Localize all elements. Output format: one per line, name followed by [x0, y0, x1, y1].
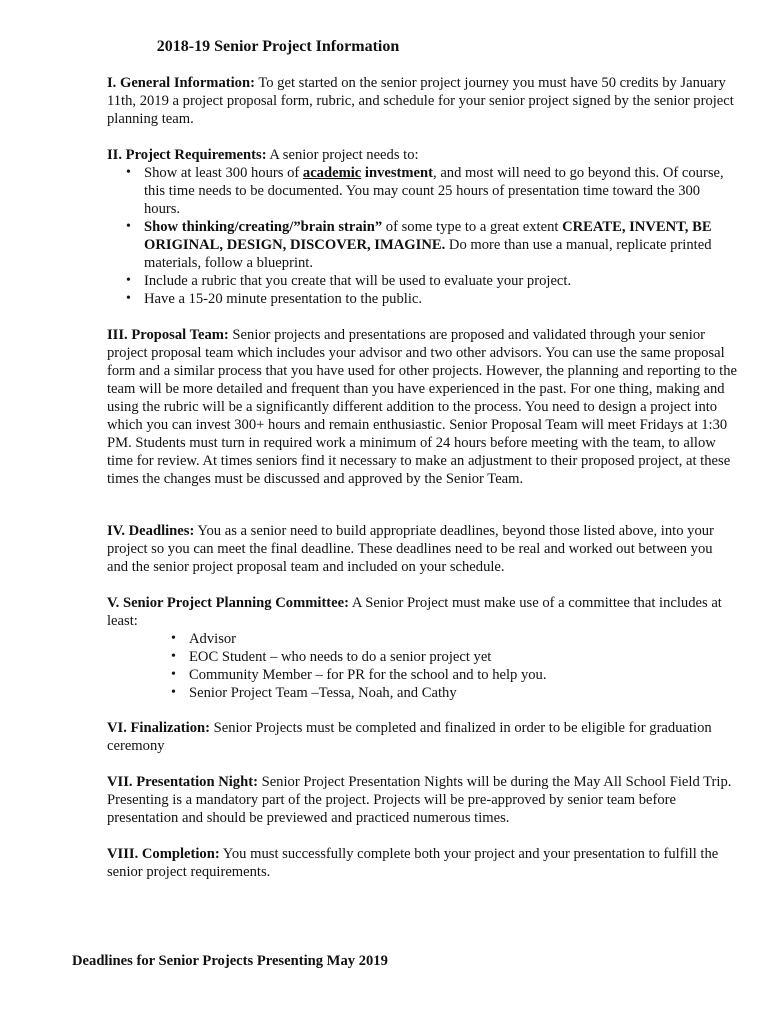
section-text: Senior projects and presentations are proposed and validated through your senior project proposal team which includes your advisor and two other advisors. You can use the same proposal form and a similar process that you have used for other projects. However, the planning and reporting to the team will be more detailed and frequent than you have experienced in the past. For one thing, making and using the rubric will be a significantly different addition to the process. You need to design a project into which you can invest 300+ hours and remain enthusiastic. Senior Proposal Team will meet Fridays at 1:30 PM. Students must turn in required work a minimum of 24 hours before meeting with the team, to allow time for review. At times seniors find it necessary to make an adjustment to their proposed project, at these times the changes must be discussed and approved by the Senior Team. [107, 327, 738, 487]
section-presentation [107, 773, 737, 827]
section-committee [107, 594, 737, 702]
section-proposal [107, 326, 737, 488]
section-general [107, 74, 737, 128]
committee-list [107, 630, 737, 702]
section-heading: II. Project Requirements: [107, 147, 267, 163]
section-text: A senior project needs to: [266, 147, 419, 163]
section-heading: IV. Deadlines: [107, 523, 195, 539]
list-item: • Show thinking/creating/”brain strain” of some type to a great extent CREATE, INVENT, BE ORIGINAL, DESIGN, DISCOVER, IMAGINE. Do more than use a manual, replicate printed materials, follow a blueprint. [107, 218, 737, 272]
section-text: You must successfully complete both your project and your presentation to fulfill the senior project requirements. [107, 846, 719, 880]
list-item: • Include a rubric that you create that will be used to evaluate your project. [107, 272, 737, 290]
footer-heading: Deadlines for Senior Projects Presenting May 2019 [72, 953, 388, 969]
section-heading: VI. Finalization: [107, 720, 210, 736]
list-item: • Senior Project Team –Tessa, Noah, and Cathy [107, 684, 737, 702]
section-heading: III. Proposal Team: [107, 327, 229, 343]
page-title: 2018-19 Senior Project Information [156, 38, 400, 55]
section-text: Senior Projects must be completed and finalized in order to be eligible for graduation ceremony [107, 720, 712, 754]
list-item: • Community Member – for PR for the school and to help you. [107, 666, 737, 684]
section-requirements [107, 146, 737, 308]
section-heading: VIII. Completion: [107, 846, 220, 862]
list-item: • EOC Student – who needs to do a senior project yet [107, 648, 737, 666]
section-heading: VII. Presentation Night: [107, 774, 258, 790]
list-item: • Have a 15-20 minute presentation to the public. [107, 290, 737, 308]
section-finalization [107, 719, 737, 755]
section-heading: V. Senior Project Planning Committee: [107, 595, 349, 611]
section-completion [107, 845, 737, 881]
section-deadlines [107, 522, 737, 576]
section-text: Senior Project Presentation Nights will be during the May All School Field Trip. Presenting is a mandatory part of the project. Projects will be pre-approved by senior team before presentation and should be previewed and practiced numerous times. [107, 774, 732, 826]
list-item: • Show at least 300 hours of academic investment, and most will need to go beyond this. Of course, this time needs to be documented. You may count 25 hours of presentation time toward the 300 hours. [107, 164, 737, 218]
section-text: To get started on the senior project journey you must have 50 credits by January 11th, 2019 a project proposal form, rubric, and schedule for your senior project signed by the senior project planning team. [107, 75, 734, 127]
requirements-list [107, 164, 737, 308]
list-item: • Advisor [107, 630, 737, 648]
emphasis-academic: academic [302, 165, 362, 181]
section-text: You as a senior need to build appropriate deadlines, beyond those listed above, into your project so you can meet the final deadline. These deadlines need to be real and worked out between you and the senior project proposal team and included on your schedule. [107, 523, 714, 575]
section-text: A Senior Project must make use of a committee that includes at least: [107, 595, 722, 629]
section-heading: I. General Information: [107, 75, 255, 91]
